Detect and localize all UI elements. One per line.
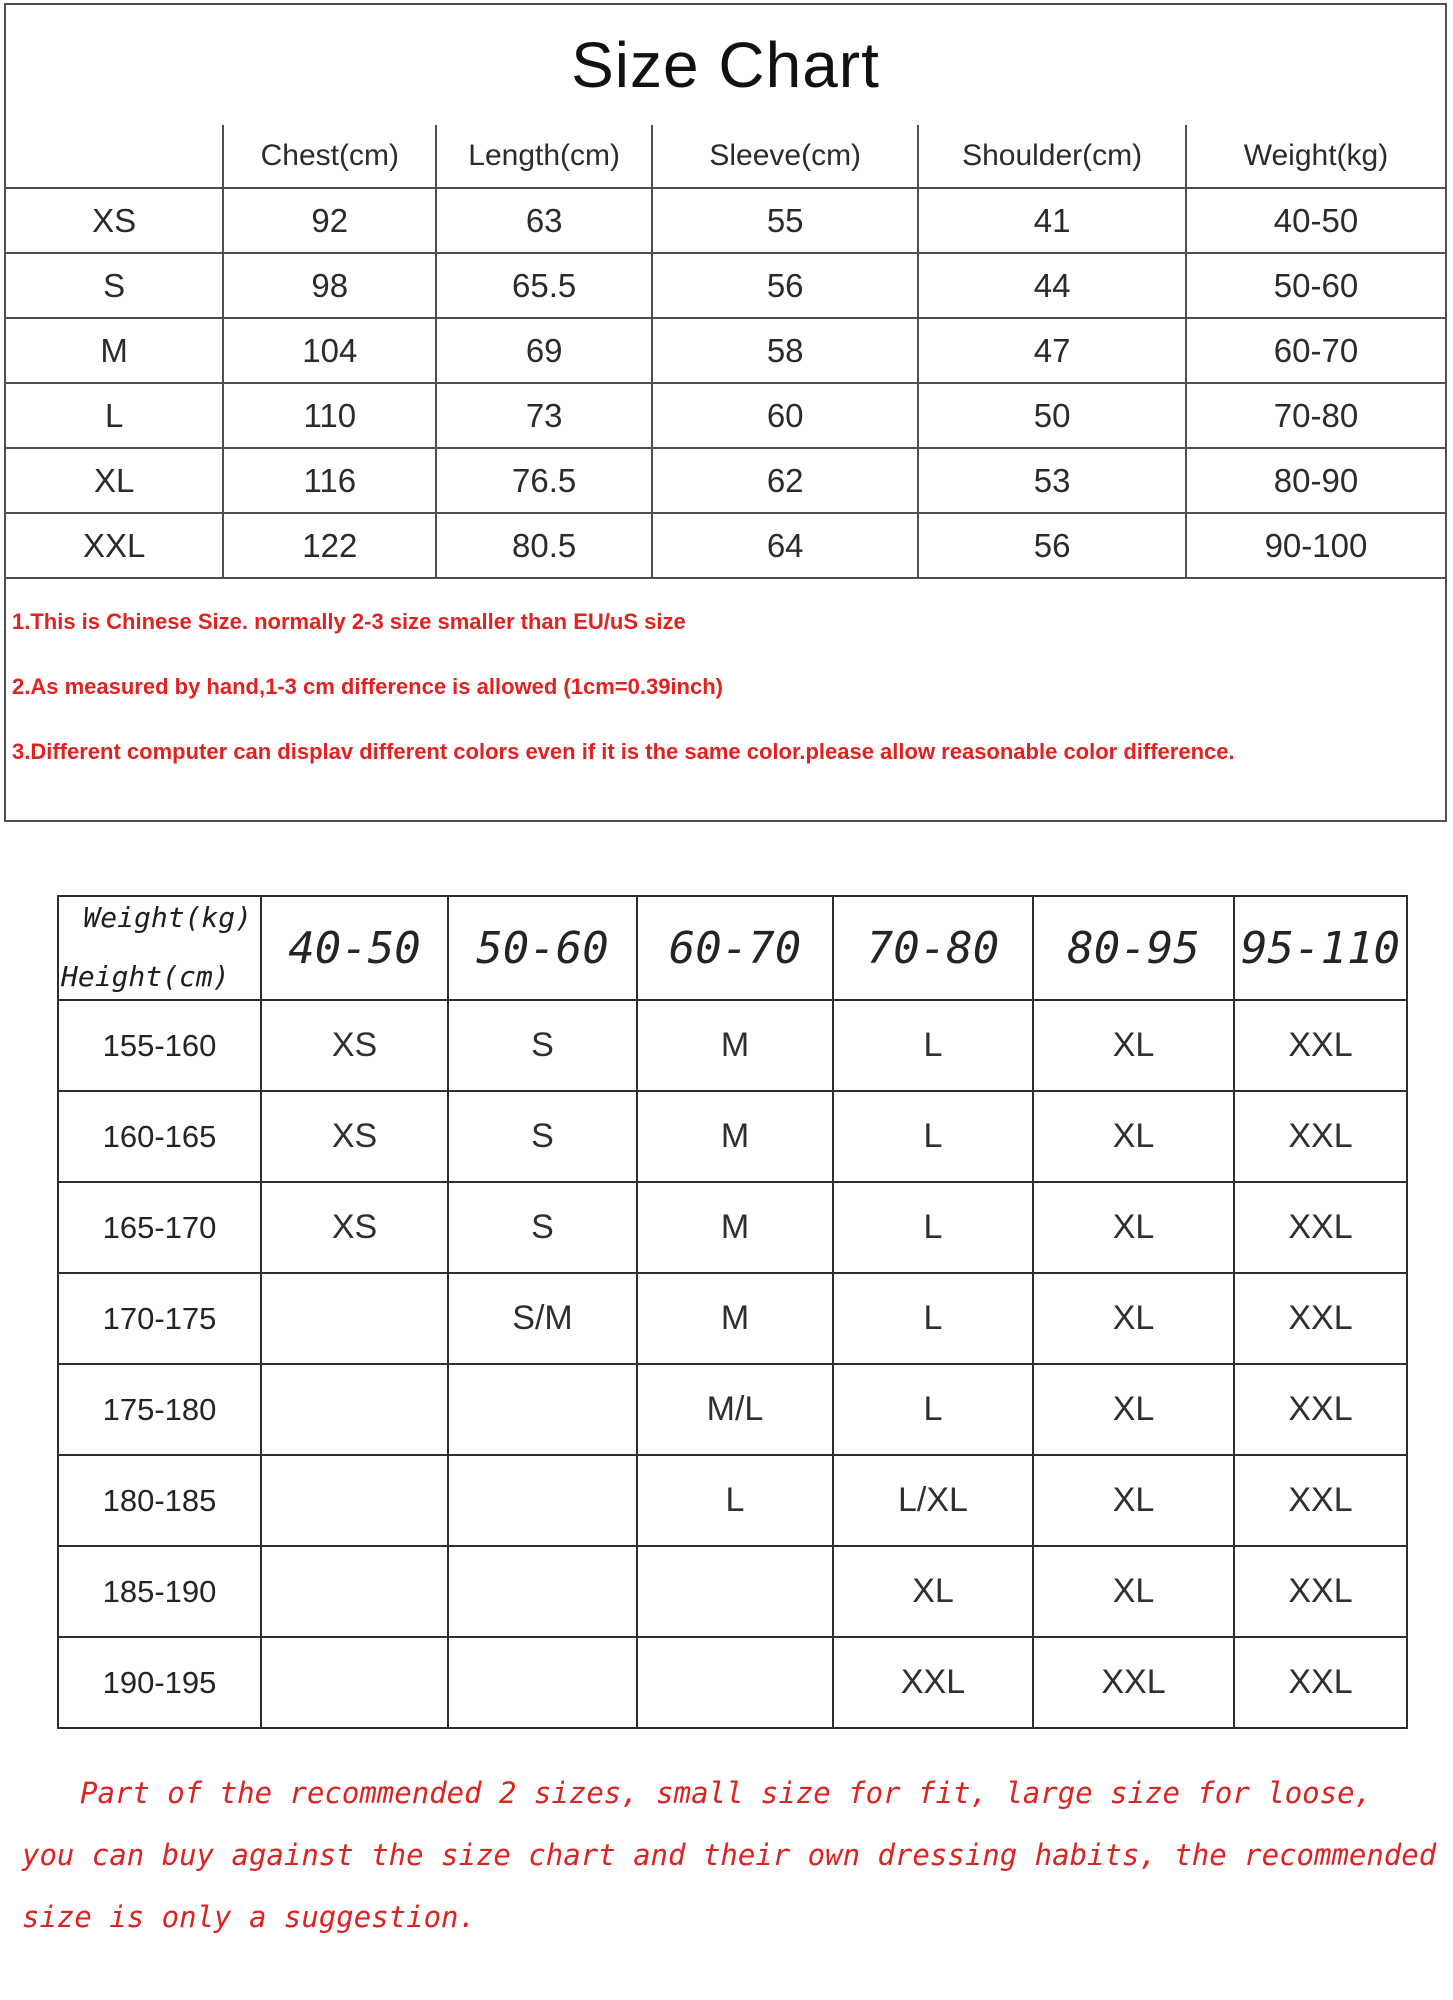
size-recommendation-cell (448, 1546, 637, 1637)
size-recommendation-cell: XL (833, 1546, 1033, 1637)
size-recommendation-cell: L (833, 1364, 1033, 1455)
size-label-cell: XL (6, 448, 223, 513)
size-recommendation-cell: L (833, 1182, 1033, 1273)
footer-note (22, 1762, 1447, 1948)
size-row (6, 513, 1445, 578)
size-recommendation-cell (448, 1455, 637, 1546)
size-recommendation-cell: L (833, 1000, 1033, 1091)
column-header (6, 125, 223, 188)
height-range-cell: 165-170 (58, 1182, 261, 1273)
measurement-cell: 80.5 (436, 513, 652, 578)
size-recommendation-cell: XXL (1234, 1637, 1407, 1728)
size-recommendation-cell (261, 1546, 448, 1637)
size-recommendation-cell (637, 1637, 833, 1728)
size-recommendation-cell: XS (261, 1182, 448, 1273)
height-range-cell: 190-195 (58, 1637, 261, 1728)
size-recommendation-cell: XL (1033, 1455, 1234, 1546)
size-recommendation-cell (261, 1637, 448, 1728)
size-recommendation-cell: M (637, 1091, 833, 1182)
height-range-cell: 185-190 (58, 1546, 261, 1637)
matrix-row (58, 1637, 1407, 1728)
size-recommendation-cell: L (637, 1455, 833, 1546)
footer-line: Part of the recommended 2 sizes, small size for fit, large size for loose, (80, 1776, 1373, 1810)
measurement-cell: 55 (652, 188, 918, 253)
measurement-cell: 44 (918, 253, 1186, 318)
matrix-row (58, 1455, 1407, 1546)
size-recommendation-cell: XS (261, 1000, 448, 1091)
weight-axis-label: Weight(kg) (83, 901, 252, 934)
size-recommendation-cell: M (637, 1182, 833, 1273)
measurement-cell: 92 (223, 188, 436, 253)
corner-cell (58, 896, 261, 1000)
column-header: Shoulder(cm) (918, 125, 1186, 188)
matrix-row (58, 1273, 1407, 1364)
size-label-cell: M (6, 318, 223, 383)
size-row (6, 448, 1445, 513)
size-recommendation-cell: S/M (448, 1273, 637, 1364)
measurement-cell: 90-100 (1186, 513, 1445, 578)
weight-range-header: 50-60 (448, 896, 637, 1000)
measurement-cell: 104 (223, 318, 436, 383)
size-recommendation-cell: XS (261, 1091, 448, 1182)
size-row (6, 383, 1445, 448)
measurement-cell: 50 (918, 383, 1186, 448)
height-range-cell: 155-160 (58, 1000, 261, 1091)
size-table-header-row (6, 125, 1445, 188)
size-recommendation-cell: XL (1033, 1091, 1234, 1182)
size-label-cell: S (6, 253, 223, 318)
matrix-row (58, 1091, 1407, 1182)
size-recommendation-cell: XXL (1033, 1637, 1234, 1728)
size-recommendation-cell: M/L (637, 1364, 833, 1455)
weight-range-header: 40-50 (261, 896, 448, 1000)
size-recommendation-cell (448, 1364, 637, 1455)
column-header: Sleeve(cm) (652, 125, 918, 188)
size-row (6, 188, 1445, 253)
size-recommendation-cell: XXL (1234, 1182, 1407, 1273)
measurement-cell: 69 (436, 318, 652, 383)
column-header: Weight(kg) (1186, 125, 1445, 188)
measurement-cell: 58 (652, 318, 918, 383)
measurement-cell: 53 (918, 448, 1186, 513)
measurement-cell: 63 (436, 188, 652, 253)
size-recommendation-cell: XL (1033, 1273, 1234, 1364)
size-label-cell: L (6, 383, 223, 448)
measurement-cell: 62 (652, 448, 918, 513)
size-recommendation-cell: XXL (833, 1637, 1033, 1728)
measurement-cell: 50-60 (1186, 253, 1445, 318)
weight-range-header: 70-80 (833, 896, 1033, 1000)
weight-range-header: 80-95 (1033, 896, 1234, 1000)
weight-range-header: 95-110 (1234, 896, 1407, 1000)
matrix-row (58, 1546, 1407, 1637)
column-header: Length(cm) (436, 125, 652, 188)
measurement-cell: 116 (223, 448, 436, 513)
footer-line: size is only a suggestion. (22, 1900, 476, 1934)
matrix-row (58, 1364, 1407, 1455)
size-label-cell: XS (6, 188, 223, 253)
size-recommendation-cell: XXL (1234, 1364, 1407, 1455)
measurement-cell: 60 (652, 383, 918, 448)
size-recommendation-cell: XL (1033, 1182, 1234, 1273)
size-recommendation-cell: XL (1033, 1000, 1234, 1091)
size-table (6, 125, 1445, 579)
size-recommendation-cell: XL (1033, 1364, 1234, 1455)
page-title: Size Chart (571, 29, 880, 101)
size-label-cell: XXL (6, 513, 223, 578)
height-weight-table (57, 895, 1408, 1729)
size-recommendation-cell: XXL (1234, 1000, 1407, 1091)
size-recommendation-cell: S (448, 1182, 637, 1273)
measurement-cell: 110 (223, 383, 436, 448)
height-range-cell: 170-175 (58, 1273, 261, 1364)
size-recommendation-cell (261, 1364, 448, 1455)
height-range-cell: 175-180 (58, 1364, 261, 1455)
size-recommendation-cell: XXL (1234, 1546, 1407, 1637)
size-table-body (6, 188, 1445, 578)
size-recommendation-cell (261, 1455, 448, 1546)
size-recommendation-cell: S (448, 1000, 637, 1091)
size-recommendation-cell (448, 1637, 637, 1728)
measurement-cell: 65.5 (436, 253, 652, 318)
size-recommendation-cell: S (448, 1091, 637, 1182)
height-range-cell: 160-165 (58, 1091, 261, 1182)
size-table-section (4, 3, 1447, 822)
measurement-cell: 80-90 (1186, 448, 1445, 513)
measurement-cell: 60-70 (1186, 318, 1445, 383)
note-line: 1.This is Chinese Size. normally 2-3 size smaller than EU/uS size (12, 609, 686, 634)
size-recommendation-cell: XXL (1234, 1455, 1407, 1546)
measurement-cell: 41 (918, 188, 1186, 253)
matrix-header-row (58, 896, 1407, 1000)
size-recommendation-cell: L (833, 1273, 1033, 1364)
notes-section (6, 579, 1445, 784)
measurement-cell: 64 (652, 513, 918, 578)
measurement-cell: 56 (652, 253, 918, 318)
note-line: 2.As measured by hand,1-3 cm difference is allowed (1cm=0.39inch) (12, 674, 723, 699)
size-recommendation-cell: M (637, 1000, 833, 1091)
matrix-row (58, 1182, 1407, 1273)
matrix-row (58, 1000, 1407, 1091)
size-recommendation-cell (261, 1273, 448, 1364)
size-recommendation-cell: XL (1033, 1546, 1234, 1637)
column-header: Chest(cm) (223, 125, 436, 188)
size-recommendation-cell: L (833, 1091, 1033, 1182)
measurement-cell: 73 (436, 383, 652, 448)
weight-range-header: 60-70 (637, 896, 833, 1000)
height-range-cell: 180-185 (58, 1455, 261, 1546)
measurement-cell: 76.5 (436, 448, 652, 513)
measurement-cell: 70-80 (1186, 383, 1445, 448)
size-recommendation-cell: L/XL (833, 1455, 1033, 1546)
size-recommendation-cell: M (637, 1273, 833, 1364)
size-recommendation-cell: XXL (1234, 1091, 1407, 1182)
size-row (6, 253, 1445, 318)
size-recommendation-cell (637, 1546, 833, 1637)
height-axis-label: Height(cm) (61, 960, 230, 993)
measurement-cell: 122 (223, 513, 436, 578)
measurement-cell: 56 (918, 513, 1186, 578)
size-recommendation-cell: XXL (1234, 1273, 1407, 1364)
measurement-cell: 47 (918, 318, 1186, 383)
matrix-body (58, 1000, 1407, 1728)
measurement-cell: 40-50 (1186, 188, 1445, 253)
footer-line: you can buy against the size chart and their own dressing habits, the recommended (22, 1838, 1437, 1872)
note-line: 3.Different computer can displav different colors even if it is the same color.please allow reasonable color difference. (12, 739, 1235, 764)
size-row (6, 318, 1445, 383)
measurement-cell: 98 (223, 253, 436, 318)
